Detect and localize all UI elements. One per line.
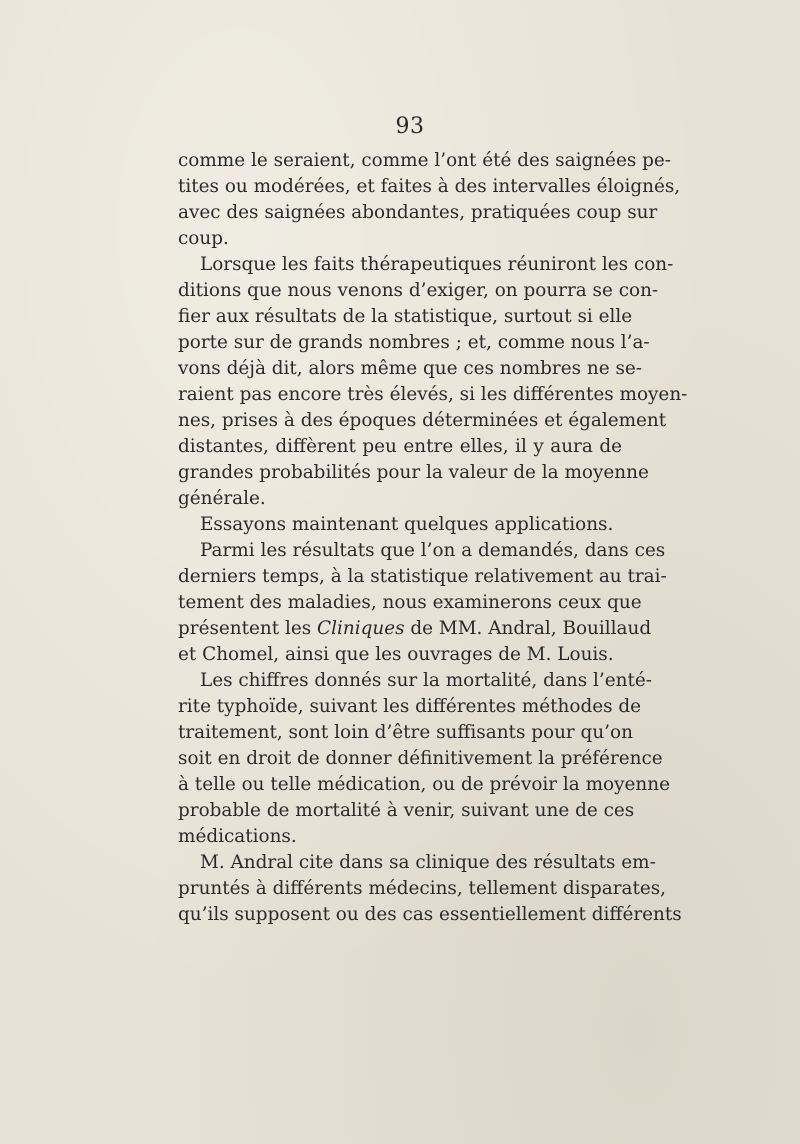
text-line: porte sur de grands nombres ; et, comme nous l’a- (178, 332, 650, 353)
text-line: nes, prises à des époques déterminées et également (178, 410, 667, 431)
text-line: à telle ou telle médication, ou de prévoir la moyenne (178, 774, 670, 795)
italic-title: Cliniques (317, 618, 405, 639)
text-line: pruntés à différents médecins, tellement disparates, (178, 878, 667, 899)
text-line: ditions que nous venons d’exiger, on pourra se con- (178, 280, 659, 301)
text-line: fier aux résultats de la statistique, surtout si elle (178, 306, 633, 327)
text-line: rite typhoïde, suivant les différentes méthodes de (178, 696, 642, 717)
text-fragment: présentent les (178, 618, 318, 639)
text-line: comme le seraient, comme l’ont été des saignées pe- (178, 150, 671, 171)
text-line: M. Andral cite dans sa clinique des résultats em- (200, 852, 656, 873)
text-line: tites ou modérées, et faites à des intervalles éloignés, (178, 176, 681, 197)
text-line: coup. (178, 228, 229, 249)
text-line: et Chomel, ainsi que les ouvrages de M. Louis. (178, 644, 614, 665)
text-line: distantes, diffèrent peu entre elles, il y aura de (178, 436, 622, 457)
text-line: tement des maladies, nous examinerons ceux que (178, 592, 642, 613)
text-line: raient pas encore très élevés, si les différentes moyen- (178, 384, 688, 405)
text-line: qu’ils supposent ou des cas essentiellement différents (178, 904, 682, 925)
text-line: Essayons maintenant quelques applications. (200, 514, 614, 535)
text-line: Parmi les résultats que l’on a demandés, dans ces (200, 540, 666, 561)
text-line: Lorsque les faits thérapeutiques réuniront les con- (200, 254, 674, 275)
text-line: médications. (178, 826, 297, 847)
text-line-with-italic (178, 616, 652, 642)
text-line: avec des saignées abondantes, pratiquées coup sur (178, 202, 658, 223)
text-line: grandes probabilités pour la valeur de la moyenne (178, 462, 649, 483)
page-number: 93 (395, 114, 425, 139)
text-line: traitement, sont loin d’être suffisants pour qu’on (178, 722, 633, 743)
body-text (178, 148, 688, 928)
text-fragment: de MM. Andral, Bouillaud (404, 618, 652, 639)
text-line: vons déjà dit, alors même que ces nombres ne se- (178, 358, 642, 379)
text-line: Les chiffres donnés sur la mortalité, dans l’enté- (200, 670, 652, 691)
text-line: derniers temps, à la statistique relativement au trai- (178, 566, 667, 587)
text-line: générale. (178, 488, 266, 509)
text-line: probable de mortalité à venir, suivant une de ces (178, 800, 635, 821)
text-line: soit en droit de donner définitivement la préférence (178, 748, 663, 769)
